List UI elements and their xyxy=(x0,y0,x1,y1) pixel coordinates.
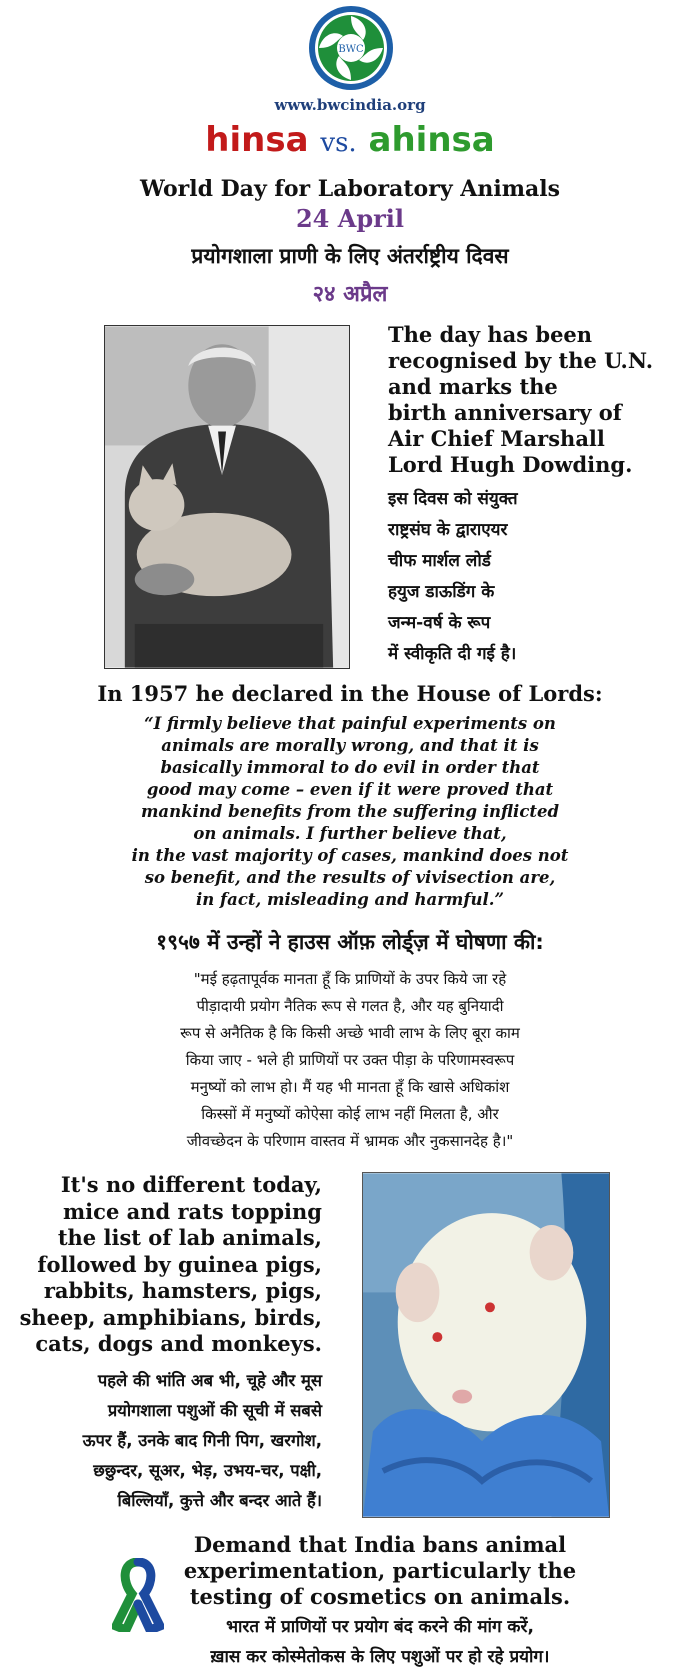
lab-rat-photo xyxy=(362,1172,610,1518)
intro-hi-line: राष्ट्रसंघ के द्वाराएयर xyxy=(388,520,508,540)
today-hi-line: पहले की भांति अब भी, चूहे और मूस xyxy=(97,1371,322,1390)
brand-title xyxy=(0,120,700,163)
intro-hi-line: चीफ मार्शल लोर्ड xyxy=(388,551,491,571)
demand-hi-line: ख़ास कर कोस्मेतोकस के लिए पशुओं पर हो रहे प्रयोग। xyxy=(210,1647,550,1667)
intro-hindi xyxy=(388,484,688,670)
date-hindi: २४ अप्रैल xyxy=(312,282,388,307)
brand-hinsa: hinsa xyxy=(205,120,309,160)
today-en-line: rabbits, hamsters, pigs, xyxy=(43,1278,322,1303)
today-en-line: cats, dogs and monkeys. xyxy=(35,1331,322,1356)
today-hi-line: बिल्लियाँ, कुत्ते और बन्दर आते हैं। xyxy=(117,1491,322,1510)
demand-english xyxy=(160,1532,600,1610)
demand-hi-line: भारत में प्राणियों पर प्रयोग बंद करने की मांग करें, xyxy=(226,1617,534,1637)
quote-en-line: on animals. I further believe that, xyxy=(193,824,507,843)
page-title-hindi: प्रयोगशाला प्राणी के लिए अंतर्राष्ट्रीय दिवस xyxy=(191,244,509,268)
quote-hi-line: किया जाए - भले ही प्राणियों पर उक्त पीड़ा के परिणामस्वरूप xyxy=(185,1051,515,1069)
quote-hi-line: मनुष्यों को लाभ हो। मैं यह भी मानता हूँ कि खासे अधिकांश xyxy=(190,1078,510,1096)
today-en-line: the list of lab animals, xyxy=(57,1225,322,1250)
quote-en-line: so benefit, and the results of vivisection are, xyxy=(144,868,556,887)
intro-en-line: recognised by the U.N. xyxy=(388,348,654,373)
quote-en-line: animals are morally wrong, and that it is xyxy=(161,736,539,755)
intro-en-line: birth anniversary of xyxy=(388,400,622,425)
page-title-english: World Day for Laboratory Animals xyxy=(140,176,560,202)
quote-english xyxy=(70,713,630,911)
quote-hi-line: किस्सों में मनुष्यों कोऐसा कोई लाभ नहीं मिलता है, और xyxy=(201,1105,499,1123)
quote-en-line: good may come – even if it were proved that xyxy=(146,780,554,799)
quote-hi-line: रूप से अनैतिक है कि किसी अच्छे भावी लाभ के लिए बूरा काम xyxy=(180,1024,520,1042)
today-en-line: sheep, amphibians, birds, xyxy=(19,1304,322,1330)
quote-hi-line: "मई हढ़तापूर्वक मानता हूँ कि प्राणियों के उपर किये जा रहे xyxy=(193,970,507,988)
quote-hindi xyxy=(70,966,630,1155)
today-hindi xyxy=(10,1366,322,1516)
today-en-line: followed by guinea pigs, xyxy=(37,1251,322,1277)
intro-hi-line: हयुज डाऊडिंग के xyxy=(388,582,495,602)
today-en-line: mice and rats topping xyxy=(62,1198,322,1224)
intro-en-line: Lord Hugh Dowding. xyxy=(388,452,633,477)
logo-text: BWC xyxy=(338,44,364,55)
intro-hi-line: में स्वीकृति दी गई है। xyxy=(388,644,517,664)
intro-en-line: and marks the xyxy=(388,374,558,399)
intro-english xyxy=(388,322,688,478)
today-en-line: It's no different today, xyxy=(60,1172,322,1197)
intro-hi-line: जन्म-वर्ष के रूप xyxy=(388,613,491,633)
intro-hi-line: इस दिवस को संयुक्त xyxy=(388,489,518,509)
brand-ahinsa: ahinsa xyxy=(368,120,495,160)
intro-en-line: Air Chief Marshall xyxy=(388,426,605,451)
quote-en-line: mankind benefits from the suffering inflicted xyxy=(140,802,560,821)
declaration-heading-hindi: १९५७ में उन्हों ने हाउस ऑफ़ लोर्ड्ज़ में घोषणा की: xyxy=(156,930,544,954)
today-hi-line: ऊपर हैं, उनके बाद गिनी पिग, खरगोश, xyxy=(82,1431,322,1450)
brand-vs: vs. xyxy=(320,128,357,158)
quote-en-line: “I firmly believe that painful experiments on xyxy=(144,714,556,733)
quote-en-line: basically immoral to do evil in order that xyxy=(160,758,540,777)
website-url[interactable]: www.bwcindia.org xyxy=(274,96,426,114)
intro-en-line: The day has been xyxy=(388,322,593,347)
today-hi-line: छछुन्दर, सूअर, भेड़, उभय-चर, पक्षी, xyxy=(93,1461,322,1480)
today-english xyxy=(10,1172,322,1358)
demand-en-line: Demand that India bans animal xyxy=(193,1532,567,1557)
today-hi-line: प्रयोगशाला पशुओं की सूची में सबसे xyxy=(107,1401,322,1420)
demand-en-line: experimentation, particularly the xyxy=(183,1558,577,1583)
quote-hi-line: पीड़ादायी प्रयोग नैतिक रूप से गलत है, और यह बुनियादी xyxy=(196,997,504,1015)
quote-en-line: in fact, misleading and harmful.” xyxy=(196,890,504,909)
declaration-heading-english: In 1957 he declared in the House of Lords: xyxy=(97,681,603,706)
quote-hi-line: जीवच्छेदन के परिणाम वास्तव में भ्रामक और नुकसानदेह है।" xyxy=(186,1132,514,1150)
dowding-cat-photo xyxy=(104,325,350,669)
bwc-logo xyxy=(307,4,395,92)
demand-hindi xyxy=(140,1612,620,1672)
demand-en-line: testing of cosmetics on animals. xyxy=(189,1584,571,1609)
date-english: 24 April xyxy=(295,204,405,233)
quote-en-line: in the vast majority of cases, mankind does not xyxy=(131,846,569,865)
